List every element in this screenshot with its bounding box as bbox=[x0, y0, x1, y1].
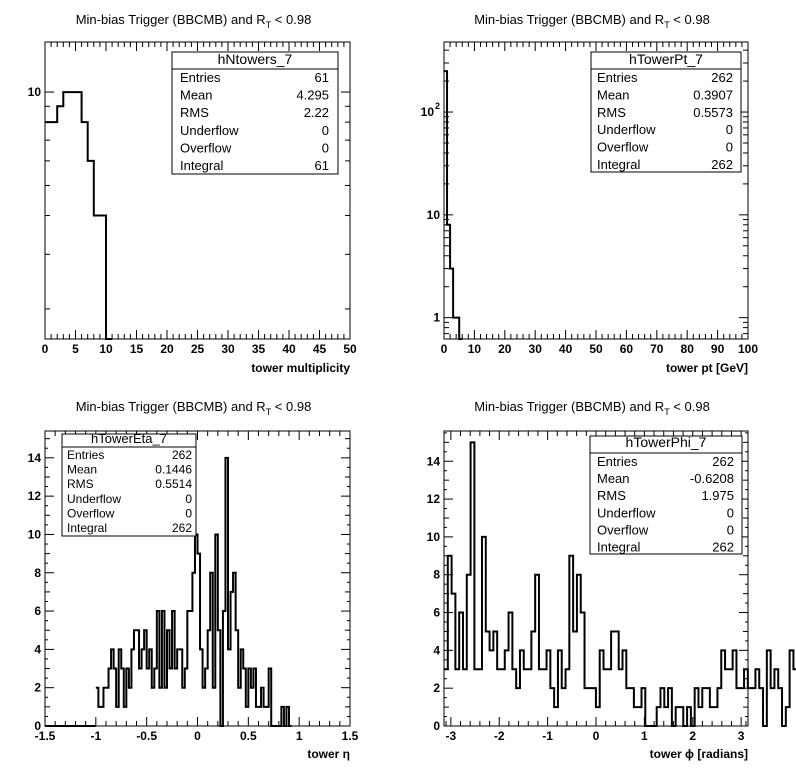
stats-value: 4.295 bbox=[296, 87, 329, 103]
histogram-panel-hTowerPt_7 bbox=[421, 12, 759, 375]
stats-value: 0.1446 bbox=[155, 462, 192, 477]
x-tick-label: 0.5 bbox=[239, 729, 257, 743]
y-tick-label bbox=[28, 527, 42, 541]
x-tick-label: 35 bbox=[251, 342, 266, 356]
panel-title-main: Min-bias Trigger (BBCMB) and R bbox=[474, 12, 665, 27]
stats-value: 0 bbox=[726, 505, 734, 521]
y-tick-label bbox=[427, 208, 441, 222]
stats-label: RMS bbox=[180, 105, 209, 121]
panel-title-subscript: T bbox=[265, 407, 272, 417]
histogram-panel-hNtowers_7 bbox=[28, 12, 357, 375]
stats-label: Underflow bbox=[597, 505, 656, 521]
y-tick-label-base: 10 bbox=[27, 527, 41, 542]
x-tick-label: 60 bbox=[619, 342, 634, 356]
stats-value: 1.975 bbox=[701, 488, 734, 504]
stats-label: Entries bbox=[180, 70, 221, 85]
y-tick-label-base: 0 bbox=[34, 719, 41, 733]
stats-label: Overflow bbox=[67, 506, 115, 521]
y-tick-label bbox=[433, 311, 440, 325]
stats-value: 262 bbox=[712, 539, 734, 555]
y-tick-label bbox=[433, 643, 440, 657]
y-tick-label-base: 6 bbox=[34, 604, 41, 619]
x-tick-label: 50 bbox=[343, 342, 357, 356]
y-tick-label-base: 10 bbox=[27, 85, 41, 100]
panel-title-tail: < 0.98 bbox=[669, 399, 710, 414]
y-tick-label bbox=[34, 604, 41, 618]
y-tick-label-base: 14 bbox=[426, 454, 440, 469]
y-tick-label bbox=[34, 719, 41, 733]
y-tick-label bbox=[427, 530, 441, 544]
stats-label: Entries bbox=[597, 454, 638, 469]
y-tick-label bbox=[433, 568, 440, 582]
panel-title-tail: < 0.98 bbox=[271, 12, 312, 27]
panel-title-tail: < 0.98 bbox=[669, 12, 710, 27]
x-tick-label: 0 bbox=[440, 342, 448, 356]
stats-label: RMS bbox=[597, 104, 626, 120]
x-tick-label: 2 bbox=[689, 729, 697, 743]
x-tick-label: 70 bbox=[650, 342, 664, 356]
stats-label: Underflow bbox=[180, 122, 239, 138]
y-tick-label-base: 8 bbox=[433, 567, 440, 582]
x-tick-label: 100 bbox=[737, 342, 759, 356]
stats-value: 0 bbox=[185, 506, 192, 521]
y-tick-label bbox=[28, 451, 42, 465]
x-axis-title: tower η bbox=[307, 747, 350, 761]
stats-label: Overflow bbox=[597, 522, 649, 538]
stats-value: 262 bbox=[711, 157, 733, 172]
stats-value: 0 bbox=[321, 122, 329, 138]
y-tick-label-base: 10 bbox=[426, 207, 440, 222]
stats-label: Integral bbox=[597, 539, 641, 555]
y-tick-label bbox=[427, 454, 441, 468]
panel-title bbox=[76, 399, 312, 417]
panel-title-subscript: T bbox=[664, 407, 670, 417]
y-tick-label bbox=[28, 489, 42, 503]
panel-title-subscript: T bbox=[664, 20, 670, 30]
stats-label: RMS bbox=[67, 477, 94, 492]
panel-title-main: Min-bias Trigger (BBCMB) and R bbox=[75, 12, 266, 27]
x-tick-label: -3 bbox=[445, 729, 457, 743]
x-axis-title: tower multiplicity bbox=[251, 361, 350, 375]
y-tick-label bbox=[28, 85, 42, 99]
x-tick-label: 90 bbox=[710, 342, 725, 356]
x-tick-label: 15 bbox=[129, 342, 144, 356]
y-tick-label-base: 12 bbox=[426, 492, 440, 507]
stats-value: 0.5514 bbox=[155, 477, 192, 492]
y-tick-label-base: 10 bbox=[420, 105, 434, 120]
stats-label: Integral bbox=[180, 158, 224, 173]
y-tick-label-base: 6 bbox=[433, 605, 440, 620]
stats-value: 0 bbox=[725, 122, 733, 138]
y-tick-label bbox=[433, 719, 440, 733]
y-tick-label bbox=[433, 606, 440, 620]
y-tick-label bbox=[34, 642, 41, 656]
y-tick-label-base: 12 bbox=[27, 489, 41, 504]
y-tick-label-base: 10 bbox=[426, 529, 440, 544]
stats-value: 2.22 bbox=[303, 105, 329, 121]
x-tick-label: 20 bbox=[498, 342, 512, 356]
panel-title bbox=[474, 12, 710, 30]
stats-value: 0 bbox=[321, 140, 329, 156]
y-tick-label-exponent: 2 bbox=[434, 101, 440, 112]
stats-value: 262 bbox=[711, 70, 733, 85]
x-tick-label: 80 bbox=[680, 342, 694, 356]
histogram-line bbox=[444, 71, 462, 339]
stats-value: 262 bbox=[171, 448, 192, 462]
x-tick-label: 0 bbox=[592, 729, 600, 743]
histogram-panel-hTowerEta_7 bbox=[28, 399, 359, 761]
stats-label: Integral bbox=[597, 157, 641, 172]
stats-label: Mean bbox=[67, 462, 98, 477]
histogram-line bbox=[45, 92, 112, 339]
stats-value: 61 bbox=[314, 70, 329, 85]
x-tick-label: -0.5 bbox=[136, 729, 158, 743]
x-tick-label: 45 bbox=[312, 342, 327, 356]
stats-value: 262 bbox=[712, 454, 734, 469]
x-tick-label: 3 bbox=[737, 729, 745, 743]
y-tick-label-base: 4 bbox=[34, 642, 41, 657]
x-axis-title: tower ϕ [radians] bbox=[649, 747, 748, 761]
y-tick-label-base: 4 bbox=[433, 643, 440, 658]
x-tick-label: 0 bbox=[194, 729, 201, 743]
x-tick-label: 25 bbox=[190, 342, 205, 356]
x-tick-label: 30 bbox=[528, 342, 542, 356]
stats-box-name: hTowerPt_7 bbox=[629, 51, 703, 67]
x-tick-label: -2 bbox=[493, 729, 505, 743]
stats-value: 0 bbox=[185, 491, 192, 506]
x-tick-label: 1 bbox=[295, 729, 303, 743]
panel-title-subscript: T bbox=[265, 20, 272, 30]
stats-value: 0.5573 bbox=[693, 104, 733, 120]
x-tick-label: 5 bbox=[72, 342, 79, 356]
y-tick-label bbox=[34, 681, 41, 695]
stats-label: RMS bbox=[597, 488, 626, 504]
x-tick-label: -1 bbox=[542, 729, 553, 743]
stats-value: 61 bbox=[314, 158, 329, 173]
x-tick-label: 1.5 bbox=[341, 729, 359, 743]
y-tick-label-base: 8 bbox=[34, 565, 41, 580]
stats-label: Entries bbox=[67, 448, 105, 462]
x-axis-title: tower pt [GeV] bbox=[665, 361, 748, 375]
histogram-panel-hTowerPhi_7 bbox=[427, 399, 796, 761]
stats-label: Overflow bbox=[597, 139, 649, 155]
y-tick-label-base: 0 bbox=[433, 719, 440, 733]
stats-value: 0 bbox=[725, 139, 733, 155]
stats-box-name: hTowerEta_7 bbox=[91, 431, 167, 446]
y-tick-label bbox=[34, 566, 41, 580]
y-tick-label-base: 1 bbox=[433, 310, 440, 325]
x-tick-label: 10 bbox=[99, 342, 113, 356]
x-tick-label: 0 bbox=[41, 342, 49, 356]
panel-title bbox=[474, 399, 710, 417]
x-tick-label: 50 bbox=[589, 342, 603, 356]
y-tick-label-base: 2 bbox=[34, 680, 41, 695]
stats-value: -0.6208 bbox=[689, 471, 734, 487]
y-tick-label-base: 2 bbox=[433, 681, 440, 696]
panel-title-tail: < 0.98 bbox=[271, 399, 312, 414]
stats-value: 262 bbox=[171, 521, 192, 535]
stats-label: Underflow bbox=[67, 491, 122, 506]
panel-title-main: Min-bias Trigger (BBCMB) and R bbox=[474, 399, 665, 414]
panel-title-main: Min-bias Trigger (BBCMB) and R bbox=[75, 399, 266, 414]
x-tick-label: 20 bbox=[160, 342, 174, 356]
panel-title bbox=[76, 12, 312, 30]
stats-label: Integral bbox=[67, 521, 108, 535]
x-tick-label: 1 bbox=[641, 729, 648, 743]
stats-label: Mean bbox=[180, 87, 213, 103]
y-tick-label bbox=[433, 681, 440, 695]
stats-box-name: hNtowers_7 bbox=[217, 51, 293, 67]
stats-label: Mean bbox=[597, 471, 630, 487]
stats-label: Mean bbox=[597, 87, 630, 103]
y-tick-label-base: 14 bbox=[27, 450, 41, 465]
x-tick-label: -1.5 bbox=[34, 729, 56, 743]
stats-label: Underflow bbox=[597, 122, 656, 138]
y-tick-label bbox=[427, 492, 441, 506]
x-tick-label: -1 bbox=[90, 729, 102, 743]
y-tick-label bbox=[421, 105, 435, 119]
stats-value: 0.3907 bbox=[693, 87, 733, 103]
stats-label: Overflow bbox=[180, 140, 232, 156]
stats-label: Entries bbox=[597, 70, 638, 85]
stats-value: 0 bbox=[726, 522, 734, 538]
x-tick-label: 40 bbox=[282, 342, 296, 356]
x-tick-label: 10 bbox=[467, 342, 482, 356]
stats-box-name: hTowerPhi_7 bbox=[625, 434, 707, 450]
x-tick-label: 30 bbox=[221, 342, 235, 356]
x-tick-label: 40 bbox=[558, 342, 573, 356]
